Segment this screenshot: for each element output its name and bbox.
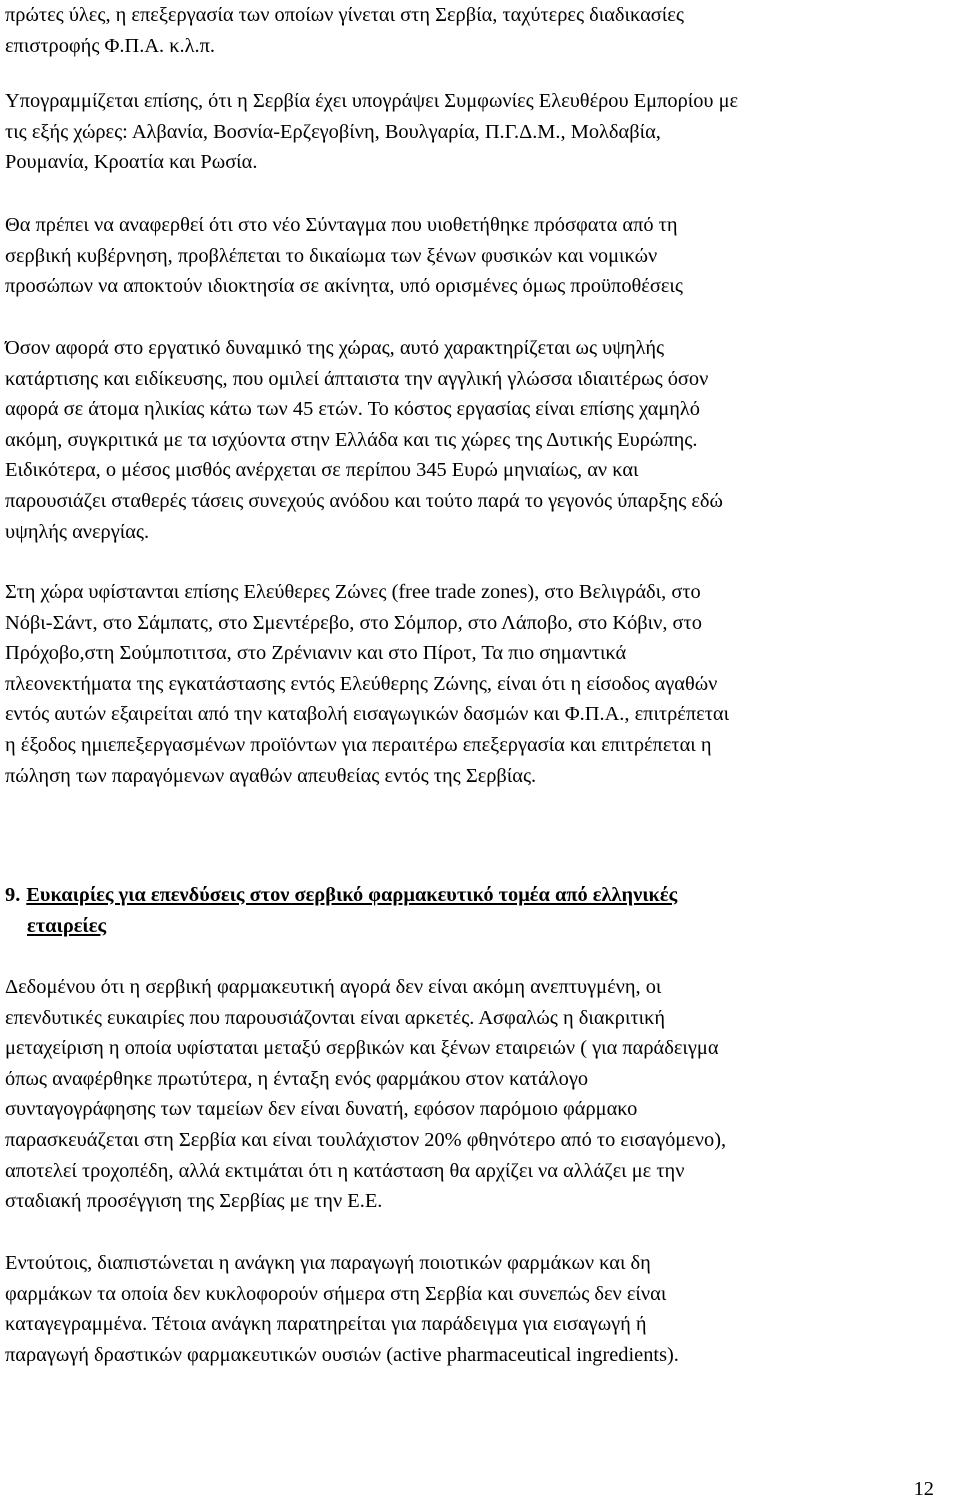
text-line: Εντούτοις, διαπιστώνεται η ανάγκη για παραγωγή ποιοτικών φαρμάκων και δη [5, 1252, 651, 1274]
text-line: Πρόχοβο,στη Σούμποτιτσα, στο Ζρένιανιν και στο Πίροτ, Τα πιο σημαντικά [5, 642, 627, 665]
section-title-continued: εταιρείες [27, 914, 107, 937]
section-number: 9. [5, 884, 21, 906]
text-line: σερβική κυβέρνηση, προβλέπεται το δικαίωμα των ξένων φυσικών και νομικών [5, 244, 658, 267]
text-line: Στη χώρα υφίστανται επίσης Ελεύθερες Ζώνες (free trade zones), στο Βελιγράδι, στο [5, 581, 701, 603]
text-line: Ειδικότερα, ο μέσος μισθός ανέρχεται σε περίπου 345 Ευρώ μηνιαίως, αν και [5, 459, 639, 482]
text-line: υψηλής ανεργίας. [5, 520, 150, 543]
paragraph-6 [5, 972, 726, 1217]
text-line: πώληση των παραγόμενων αγαθών απευθείας εντός της Σερβίας. [5, 764, 537, 787]
text-line: κατάρτισης και ειδίκευσης, που ομιλεί άπταιστα την αγγλική γλώσσα ιδιαιτέρως όσον [5, 367, 709, 390]
text-line: επιστροφής Φ.Π.Α. κ.λ.π. [5, 34, 215, 57]
text-line: Θα πρέπει να αναφερθεί ότι στο νέο Σύνταγμα που υιοθετήθηκε πρόσφατα από τη [5, 214, 678, 236]
text-line: όπως αναφέρθηκε πρωτύτερα, η ένταξη ενός φαρμάκου στον κατάλογο [5, 1067, 589, 1090]
section-heading-line-2 [5, 911, 677, 942]
text-line: πρώτες ύλες, η επεξεργασία των οποίων γίνεται στη Σερβία, ταχύτερες διαδικασίες [5, 4, 684, 26]
paragraph-1 [5, 0, 684, 61]
text-line: Υπογραμμίζεται επίσης, ότι η Σερβία έχει υπογράψει Συμφωνίες Ελευθέρου Εμπορίου με [5, 90, 739, 112]
text-line: επενδυτικές ευκαιρίες που παρουσιάζονται είναι αρκετές. Ασφαλώς η διακριτική [5, 1006, 666, 1029]
text-line: τις εξής χώρες: Αλβανία, Βοσνία-Ερζεγοβίνη, Βουλγαρία, Π.Γ.Δ.Μ., Μολδαβία, [5, 120, 661, 143]
text-line: συνταγογράφησης των ταμείων δεν είναι δυνατή, εφόσον παρόμοιο φάρμακο [5, 1098, 638, 1121]
text-line: παραγωγή δραστικών φαρμακευτικών ουσιών (active pharmaceutical ingredients). [5, 1343, 679, 1366]
text-line: Δεδομένου ότι η σερβική φαρμακευτική αγορά δεν είναι ακόμη ανεπτυγμένη, οι [5, 976, 662, 998]
text-line: καταγεγραμμένα. Τέτοια ανάγκη παρατηρείται για παράδειγμα για εισαγωγή ή [5, 1313, 647, 1336]
text-line: προσώπων να αποκτούν ιδιοκτησία σε ακίνητα, υπό ορισμένες όμως προϋποθέσεις [5, 275, 683, 298]
text-line: εντός αυτών εξαιρείται από την καταβολή εισαγωγικών δασμών και Φ.Π.Α., επιτρέπεται [5, 703, 730, 726]
section-heading-line-1 [5, 880, 677, 911]
text-line: παρουσιάζει σταθερές τάσεις συνεχούς ανόδου και τούτο παρά το γεγονός ύπαρξης εδώ [5, 489, 723, 512]
page-number: 12 [913, 1478, 934, 1500]
text-line: αποτελεί τροχοπέδη, αλλά εκτιμάται ότι η κατάσταση θα αρχίζει να αλλάζει με την [5, 1159, 685, 1182]
paragraph-4 [5, 333, 723, 547]
text-line: παρασκευάζεται στη Σερβία και είναι τουλάχιστον 20% φθηνότερο από το εισαγόμενο), [5, 1128, 727, 1151]
text-line: η έξοδος ημιεπεξεργασμένων προϊόντων για περαιτέρω επεξεργασία και επιτρέπεται η [5, 733, 712, 756]
text-line: Ρουμανία, Κροατία και Ρωσία. [5, 151, 258, 174]
paragraph-3 [5, 210, 683, 302]
text-line: αφορά σε άτομα ηλικίας κάτω των 45 ετών. Το κόστος εργασίας είναι επίσης χαμηλό [5, 398, 700, 421]
text-line: σταδιακή προσέγγιση της Σερβίας με την Ε.Ε. [5, 1190, 383, 1213]
paragraph-7 [5, 1248, 679, 1370]
text-line: ακόμη, συγκριτικά με τα ισχύοντα στην Ελλάδα και τις χώρες της Δυτικής Ευρώπης. [5, 428, 698, 451]
paragraph-5 [5, 577, 729, 791]
text-line: πλεονεκτήματα της εγκατάστασης εντός Ελεύθερης Ζώνης, είναι ότι η είσοδος αγαθών [5, 672, 718, 695]
paragraph-2 [5, 86, 738, 178]
section-title: Ευκαιρίες για επενδύσεις στον σερβικό φαρμακευτικό τομέα από ελληνικές [26, 884, 678, 906]
text-line: φαρμάκων τα οποία δεν κυκλοφορούν σήμερα στη Σερβία και συνεπώς δεν είναι [5, 1282, 667, 1305]
text-line: Όσον αφορά στο εργατικό δυναμικό της χώρας, αυτό χαρακτηρίζεται ως υψηλής [5, 337, 665, 359]
text-line: Νόβι-Σάντ, στο Σάμπατς, στο Σμεντέρεβο, στο Σόμπορ, στο Λάποβο, στο Κόβιν, στο [5, 611, 702, 634]
text-line: μεταχείριση η οποία υφίσταται μεταξύ σερβικών και ξένων εταιρειών ( για παράδειγμα [5, 1037, 719, 1060]
section-heading [5, 880, 677, 941]
